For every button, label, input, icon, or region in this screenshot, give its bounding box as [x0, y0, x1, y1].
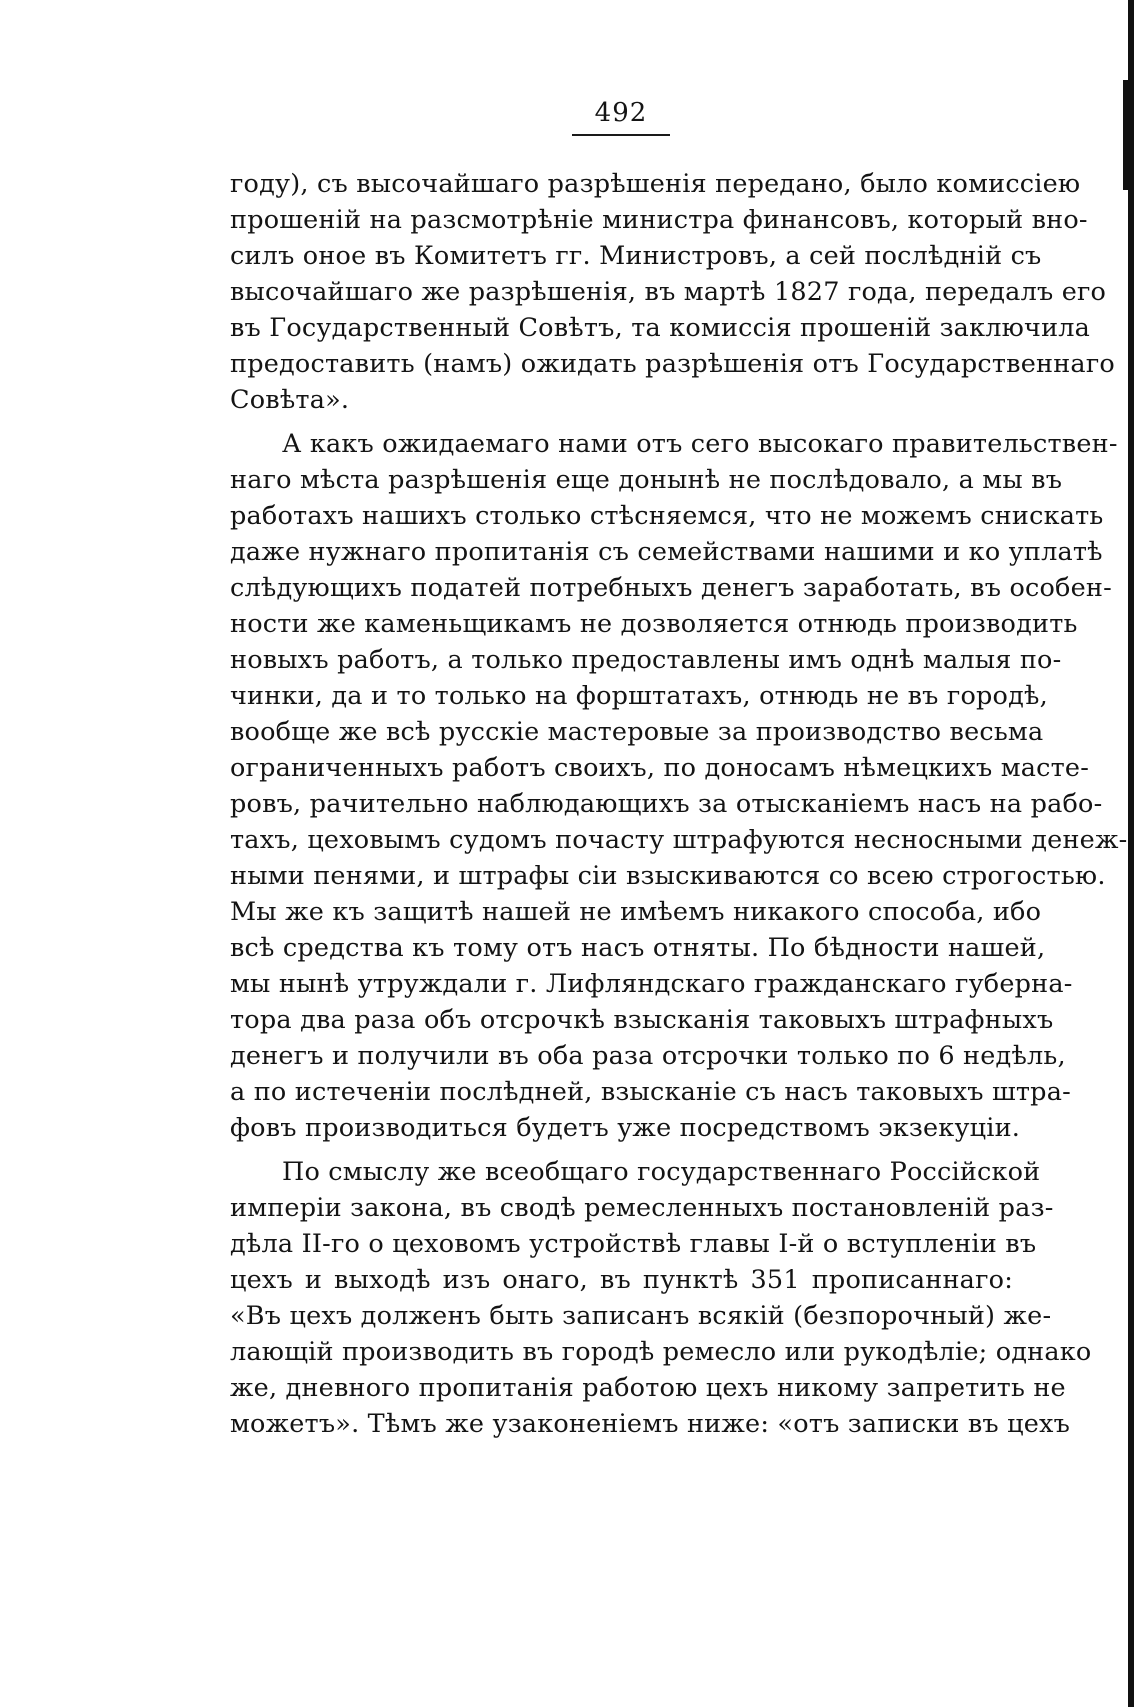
page-number-underline [572, 134, 670, 136]
text-line: высочайшаго же разрѣшенія, въ мартѣ 1827 года, передалъ его [230, 277, 1107, 307]
text-line: даже нужнаго пропитанія съ семействами нашими и ко уплатѣ [230, 537, 1103, 567]
text-line: По смыслу же всеобщаго государственнаго Россійской [282, 1157, 1041, 1187]
text-line: наго мѣста разрѣшенія еще донынѣ не послѣдовало, а мы въ [230, 465, 1063, 495]
text-line: фовъ производиться будетъ уже посредствомъ экзекуціи. [230, 1113, 1021, 1143]
page-number: 492 [594, 98, 648, 128]
text-line: лающій производить въ городѣ ремесло или рукодѣліе; однако [230, 1337, 1092, 1367]
text-line: цехъ и выходѣ изъ онаго, въ пунктѣ 351 прописаннаго: [230, 1265, 1013, 1295]
text-line: предоставить (намъ) ожидать разрѣшенія отъ Государственнаго [230, 349, 1115, 379]
text-line: Совѣта». [230, 385, 350, 415]
text-line: же, дневного пропитанія работою цехъ никому запретить не [230, 1373, 1066, 1403]
text-line: мы нынѣ утруждали г. Лифляндскаго гражданскаго губерна- [230, 969, 1073, 999]
text-line: слѣдующихъ податей потребныхъ денегъ заработать, въ особен- [230, 573, 1112, 603]
page-edge-mark [1123, 80, 1129, 190]
text-line: дѣла II-го о цеховомъ устройствѣ главы I-й о вступленіи въ [230, 1229, 1037, 1259]
text-line: всѣ средства къ тому отъ насъ отняты. По бѣдности нашей, [230, 933, 1046, 963]
text-line: чинки, да и то только на форштатахъ, отнюдь не въ городѣ, [230, 681, 1048, 711]
text-line: Мы же къ защитѣ нашей не имѣемъ никакого способа, ибо [230, 897, 1042, 927]
text-line: а по истеченіи послѣдней, взысканіе съ насъ таковыхъ штра- [230, 1077, 1071, 1107]
text-line: можетъ». Тѣмъ же узаконеніемъ ниже: «отъ записки въ цехъ [230, 1409, 1071, 1439]
text-line: ности же каменьщикамъ не дозволяется отнюдь производить [230, 609, 1078, 639]
text-line: въ Государственный Совѣтъ, та комиссія прошеній заключила [230, 313, 1091, 343]
text-line: «Въ цехъ долженъ быть записанъ всякій (безпорочный) же- [230, 1301, 1052, 1331]
text-line: денегъ и получили въ оба раза отсрочки только по 6 недѣль, [230, 1041, 1066, 1071]
text-line: новыхъ работъ, а только предоставлены имъ однѣ малыя по- [230, 645, 1062, 675]
text-line: силъ оное въ Комитетъ гг. Министровъ, а сей послѣдній съ [230, 241, 1042, 271]
text-line: А какъ ожидаемаго нами отъ сего высокаго правительствен- [282, 429, 1118, 459]
text-line: вообще же всѣ русскіе мастеровые за производство весьма [230, 717, 1044, 747]
text-line: ровъ, рачительно наблюдающихъ за отысканіемъ насъ на рабо- [230, 789, 1103, 819]
page-edge-line [1128, 0, 1134, 1707]
text-line: имперіи закона, въ сводѣ ремесленныхъ постановленій раз- [230, 1193, 1054, 1223]
text-line: ными пенями, и штрафы сіи взыскиваются со всею строгостью. [230, 861, 1106, 891]
text-line: прошеній на разсмотрѣніе министра финансовъ, который вно- [230, 205, 1088, 235]
text-line: ограниченныхъ работъ своихъ, по доносамъ нѣмецкихъ масте- [230, 753, 1090, 783]
text-line: тахъ, цеховымъ судомъ почасту штрафуются несносными денеж- [230, 825, 1128, 855]
text-line: работахъ нашихъ столько стѣсняемся, что не можемъ снискать [230, 501, 1104, 531]
text-line: тора два раза объ отсрочкѣ взысканія таковыхъ штрафныхъ [230, 1005, 1054, 1035]
text-line: году), съ высочайшаго разрѣшенія передано, было комиссіею [230, 169, 1081, 199]
